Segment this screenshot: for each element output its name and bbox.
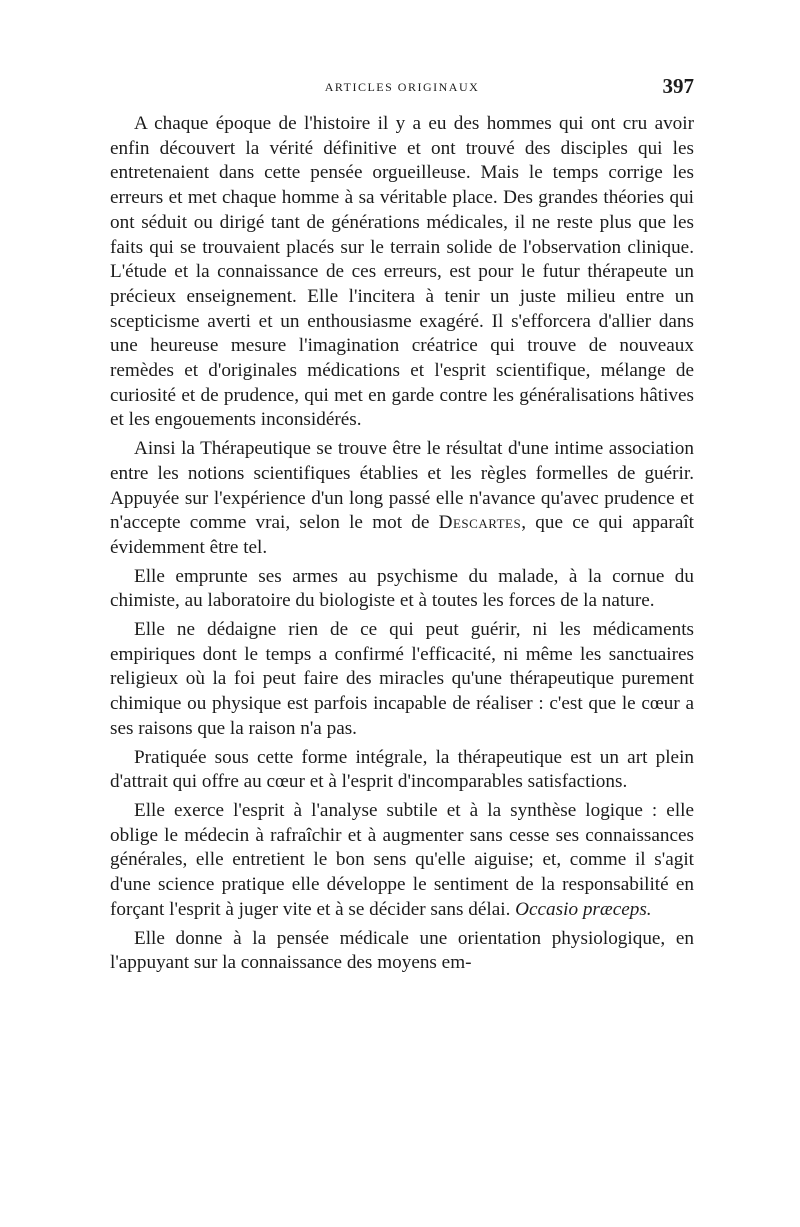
running-title: ARTICLES ORIGINAUX (324, 80, 480, 94)
paragraph-2-text-before: Ainsi la Thérapeutique se trouve être le résultat d'une intime association entre les notions scientifiques établies et les règles formelles de guérir. Appuyée sur l'expérience d'un long passé elle n'avance qu'avec prudence et n'accepte comme vrai, selon le mot de (110, 438, 694, 534)
page-number: 397 (662, 74, 694, 98)
paragraph-2-text-after: , que ce qui apparaît évidemment être tel. (110, 512, 695, 558)
paragraph-3: Elle emprunte ses armes au psychisme du malade, à la cornue du chimiste, au laboratoire du biologiste et à toutes les forces de la nature. (110, 565, 694, 612)
body-text (110, 112, 694, 980)
page-header (110, 76, 694, 100)
paragraph-1: A chaque époque de l'histoire il y a eu des hommes qui ont cru avoir enfin découvert la vérité définitive et ont trouvé des disciples qui les entretenaient dans cette pensée orgueilleuse. Mais le temps corrige les erreurs et met chaque homme à sa véritable place. Des grandes théories qui ont séduit ou dirigé tant de générations médicales, il ne reste plus que les faits qui se trouvaient placés sur le terrain solide de l'observation clinique. L'étude et la connaissance de ces erreurs, est pour le futur thérapeute un précieux enseignement. Elle l'incitera à tenir un juste milieu entre un scepticisme averti et un enthousiasme exagéré. Il s'efforcera d'allier dans une heureuse mesure l'imagination créatrice qui trouve de nouveaux remèdes et d'originales médications et l'esprit scientifique, mélange de curiosité et de prudence, qui met en garde contre les généralisations hâtives et les engouements inconsidérés. (110, 113, 694, 431)
paragraph-2 (110, 437, 694, 561)
paragraph-6 (110, 799, 694, 923)
latin-quote: Occasio præceps. (515, 898, 652, 920)
paragraph-5: Pratiquée sous cette forme intégrale, la thérapeutique est un art plein d'attrait qui offre au cœur et à l'esprit d'incomparables satisfactions. (110, 746, 694, 793)
author-name-descartes: Descartes (438, 512, 522, 534)
paragraph-6-text: Elle exerce l'esprit à l'analyse subtile et à la synthèse logique : elle oblige le médecin à rafraîchir et à augmenter sans cesse ses connaissances générales, elle entretient le bon sens qu'elle aiguise; et, comme il s'agit d'une science pratique elle développe le sentiment de la responsabilité en forçant l'esprit à juger vite et à se décider sans délai. (110, 799, 694, 920)
paragraph-4: Elle ne dédaigne rien de ce qui peut guérir, ni les médicaments empiriques dont le temps a confirmé l'efficacité, ni même les sanctuaires religieux où la foi peut faire des miracles qu'une thérapeutique purement chimique ou physique est parfois incapable de réaliser : c'est que le cœur a ses raisons que la raison n'a pas. (110, 619, 694, 739)
paragraph-7: Elle donne à la pensée médicale une orientation physiologique, en l'appuyant sur la connaissance des moyens em- (110, 927, 694, 974)
